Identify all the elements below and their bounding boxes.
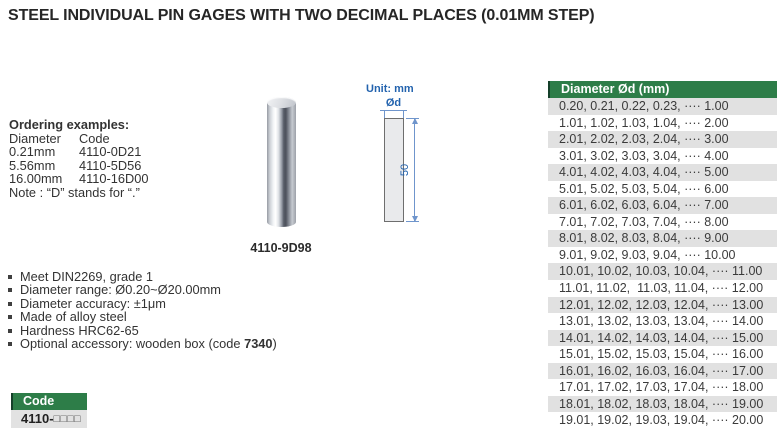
ordering-col-code: Code (79, 131, 110, 146)
ordering-diameter: 0.21mm (9, 144, 56, 160)
length-dim-tick-top (406, 118, 419, 119)
diameter-table (548, 81, 777, 429)
code-box-header: Code (11, 393, 87, 410)
diameter-table-header: Diameter Ød (mm) (548, 81, 777, 98)
bullet-square-icon (8, 302, 12, 306)
ordering-heading: Ordering examples: (9, 117, 130, 132)
table-row: 2.01, 2.02, 2.03, 2.04, ···· 3.00 (548, 131, 777, 148)
table-row: 1.01, 1.02, 1.03, 1.04, ···· 2.00 (559, 115, 729, 130)
feature-item (8, 310, 277, 323)
table-row: 13.01, 13.02, 13.03, 13.04, ···· 14.00 (559, 314, 764, 329)
bullet-square-icon (8, 315, 12, 319)
feature-item (8, 297, 277, 310)
diameter-dim-tick-right (403, 111, 404, 118)
ordering-diameter: 16.00mm (9, 170, 63, 186)
feature-list (8, 270, 277, 350)
table-row: 15.01, 15.02, 15.03, 15.04, ···· 16.00 (559, 347, 764, 362)
ordering-header-row (9, 132, 149, 145)
table-row: 6.01, 6.02, 6.03, 6.04, ···· 7.00 (548, 197, 777, 214)
bullet-square-icon (8, 288, 12, 292)
table-row: 4.01, 4.02, 4.03, 4.04, ···· 5.00 (548, 164, 777, 181)
table-row: 14.01, 14.02, 14.03, 14.04, ···· 15.00 (548, 330, 777, 347)
table-row: 18.01, 18.02, 18.03, 18.04, ···· 19.00 (548, 396, 777, 413)
ordering-row (9, 145, 149, 158)
feature-item (8, 337, 277, 350)
feature-bold-text: 7340 (244, 336, 273, 352)
bullet-square-icon (8, 275, 12, 279)
feature-text: Optional accessory: wooden box (code (20, 336, 245, 352)
feature-text: Meet DIN2269, grade 1 (20, 269, 154, 284)
code-value-prefix: 4110- (21, 411, 54, 426)
table-row: 19.01, 19.02, 19.03, 19.04, ···· 20.00 (559, 413, 764, 428)
bullet-square-icon (8, 342, 12, 346)
ordering-code: 4110-5D56 (79, 157, 142, 173)
table-row: 17.01, 17.02, 17.03, 17.04, ···· 18.00 (559, 380, 764, 395)
feature-text: Diameter accuracy: ±1μm (20, 295, 166, 311)
ordering-code: 4110-16D00 (79, 170, 149, 186)
table-row: 5.01, 5.02, 5.03, 5.04, ···· 6.00 (559, 181, 729, 196)
length-dim-value: 50 (399, 163, 411, 177)
pin-model-label: 4110-9D98 (250, 241, 312, 255)
table-row: 3.01, 3.02, 3.03, 3.04, ···· 4.00 (559, 148, 729, 163)
table-row: 9.01, 9.02, 9.03, 9.04, ···· 10.00 (559, 247, 736, 262)
diameter-dim-tick-left (384, 111, 385, 118)
feature-text: Made of alloy steel (20, 309, 127, 325)
pin-gage-photo (267, 97, 296, 227)
feature-text: Hardness HRC62-65 (20, 322, 139, 338)
feature-text: Diameter range: Ø0.20~Ø20.00mm (20, 282, 221, 298)
table-row: 10.01, 10.02, 10.03, 10.04, ···· 11.00 (548, 263, 777, 280)
table-row: 12.01, 12.02, 12.03, 12.04, ···· 13.00 (548, 297, 777, 314)
feature-item (8, 324, 277, 337)
ordering-examples (9, 118, 149, 199)
ordering-col-diameter: Diameter (9, 131, 61, 146)
diameter-dim-label: Ød (380, 97, 407, 111)
table-row: 11.01, 11.02, 11.03, 11.04, ···· 12.00 (559, 281, 764, 296)
table-row: 8.01, 8.02, 8.03, 8.04, ···· 9.00 (548, 230, 777, 247)
ordering-row (9, 159, 149, 172)
unit-label: Unit: mm (366, 83, 414, 95)
ordering-row (9, 172, 149, 185)
table-row: 16.01, 16.02, 16.03, 16.04, ···· 17.00 (548, 363, 777, 380)
table-row: 0.20, 0.21, 0.22, 0.23, ···· 1.00 (548, 98, 777, 115)
length-dim-tick-bottom (406, 221, 419, 222)
page-title: STEEL INDIVIDUAL PIN GAGES WITH TWO DECIMAL PLACES (0.01MM STEP) (8, 7, 595, 24)
ordering-diameter: 5.56mm (9, 157, 56, 173)
feature-item (8, 270, 277, 283)
pin-top-cap (267, 97, 296, 108)
table-row: 7.01, 7.02, 7.03, 7.04, ···· 8.00 (559, 214, 729, 229)
feature-suffix: ) (272, 336, 277, 352)
ordering-code: 4110-0D21 (79, 144, 142, 160)
length-dim-line (414, 119, 415, 221)
feature-item (8, 283, 277, 296)
code-box-value (11, 410, 87, 428)
code-box (11, 393, 87, 428)
code-placeholder-squares: □□□□ (53, 413, 81, 425)
bullet-square-icon (8, 329, 12, 333)
ordering-note: Note : “D” stands for “.” (9, 185, 140, 201)
pin-body (267, 102, 296, 227)
